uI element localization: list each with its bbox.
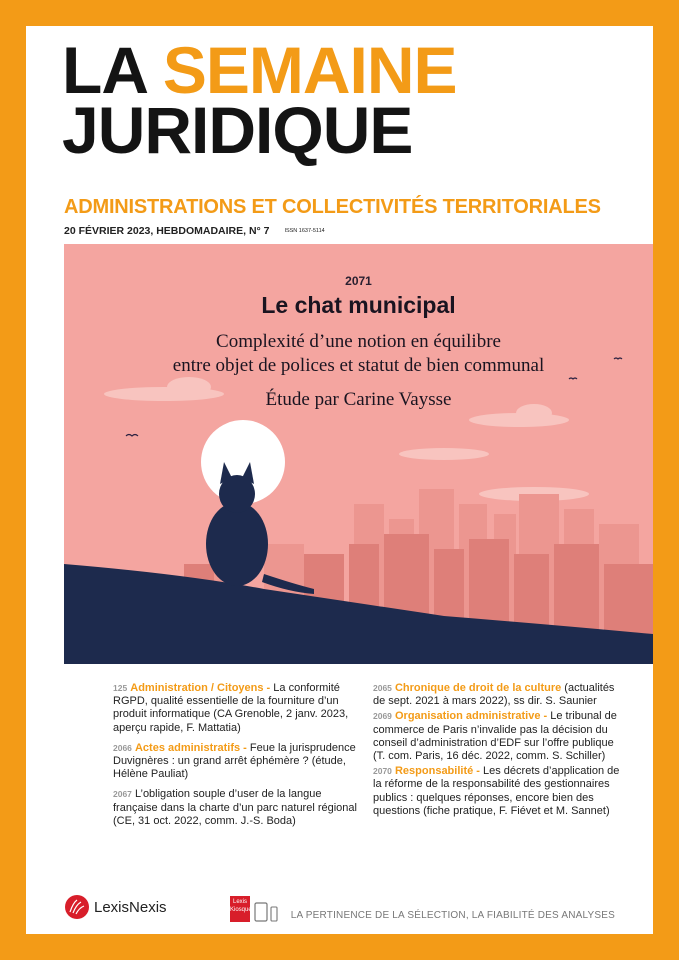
toc-text: La conformité RGPD, qualité essentielle de la fourniture d’un produit informatique (CA Grenoble, 2 janv. 2023, aperçu rapide, F. Mattatia) bbox=[113, 682, 349, 734]
masthead-word-semaine: SEMAINE bbox=[162, 33, 457, 107]
cover-illustration bbox=[64, 244, 653, 664]
issn: ISSN 1637-5114 bbox=[284, 228, 325, 235]
toc-num: 2066 bbox=[113, 742, 132, 753]
toc-text: L’obligation souple d’user de la langue française dans la charte d’un parc naturel régional (CE, 31 oct. 2022, comm. J.-S. Boda) bbox=[113, 788, 357, 827]
article-subtitle bbox=[64, 330, 653, 378]
masthead bbox=[62, 33, 457, 167]
issue-date: 20 FÉVRIER 2023, HEBDOMADAIRE, N° 7 bbox=[64, 225, 270, 237]
article-number: 2071 bbox=[345, 274, 372, 288]
toc-rubric: Administration / Citoyens - bbox=[130, 682, 271, 694]
toc-item bbox=[373, 682, 623, 708]
toc-text: Les décrets d’application de la réforme de la responsabilité des gestionnaires publics : quelques réponses, encore bien des questions (fiche pratique, F. Fiévet et M. Sannet) bbox=[373, 765, 620, 817]
kiosque-badge bbox=[230, 896, 278, 922]
masthead-line-1 bbox=[62, 33, 457, 107]
toc-rubric: Actes administratifs - bbox=[134, 741, 247, 754]
article-subtitle-line-2: entre objet de polices et statut de bien communal bbox=[172, 355, 545, 376]
toc-num: 2067 bbox=[113, 789, 132, 800]
masthead-word-juridique: JURIDIQUE bbox=[62, 93, 413, 167]
toc-item bbox=[113, 682, 365, 735]
article-author: Étude par Carine Vaysse bbox=[265, 389, 452, 410]
publisher-name: LexisNexis bbox=[94, 898, 167, 916]
masthead-word-la: LA bbox=[62, 33, 146, 107]
toc-text: Feue la jurisprudence Duvignères : un grand arrêt éphémère ? (étude, Hélène Pauliat) bbox=[113, 741, 356, 781]
section-title: ADMINISTRATIONS ET COLLECTIVITÉS TERRITORIALES bbox=[64, 196, 601, 218]
tablet-icon bbox=[254, 902, 268, 922]
toc-right-column bbox=[373, 682, 623, 825]
toc-num: 2065 bbox=[373, 683, 392, 693]
kiosque-label-1: Lexis bbox=[232, 899, 247, 905]
toc-num: 125 bbox=[113, 683, 128, 693]
toc-num: 2069 bbox=[373, 711, 392, 722]
toc-rubric: Responsabilité - bbox=[394, 765, 480, 778]
publisher-logo bbox=[64, 894, 167, 920]
article-title: Le chat municipal bbox=[261, 292, 456, 318]
cover-page bbox=[26, 26, 653, 934]
issue-line bbox=[64, 225, 325, 237]
toc-item bbox=[113, 742, 365, 782]
slogan: LA PERTINENCE DE LA SÉLECTION, LA FIABILITÉ DES ANALYSES bbox=[290, 910, 615, 921]
kiosque-logo bbox=[230, 896, 250, 922]
toc-item bbox=[373, 765, 623, 818]
lexisnexis-logo-icon bbox=[64, 894, 90, 920]
toc-item bbox=[373, 710, 623, 763]
toc-left-column bbox=[113, 682, 365, 835]
kiosque-label-2: Kiosque bbox=[230, 907, 252, 913]
phone-icon bbox=[270, 906, 278, 922]
toc-item bbox=[113, 788, 365, 828]
toc-text: (actualités de sept. 2021 à mars 2022), ss dir. S. Saunier bbox=[373, 682, 615, 708]
toc-rubric: Chronique de droit de la culture bbox=[394, 682, 562, 694]
toc-rubric: Organisation administrative - bbox=[394, 710, 548, 723]
article-subtitle-line-1: Complexité d’une notion en équilibre bbox=[216, 331, 501, 352]
toc-text: Le tribunal de commerce de Paris n’invalide pas la décision du conseil d’administration d’EDF sur l’offre publique (T. com. Paris, 16 déc. 2022, comm. S. Schiller) bbox=[373, 710, 617, 763]
toc-num: 2070 bbox=[373, 766, 392, 777]
